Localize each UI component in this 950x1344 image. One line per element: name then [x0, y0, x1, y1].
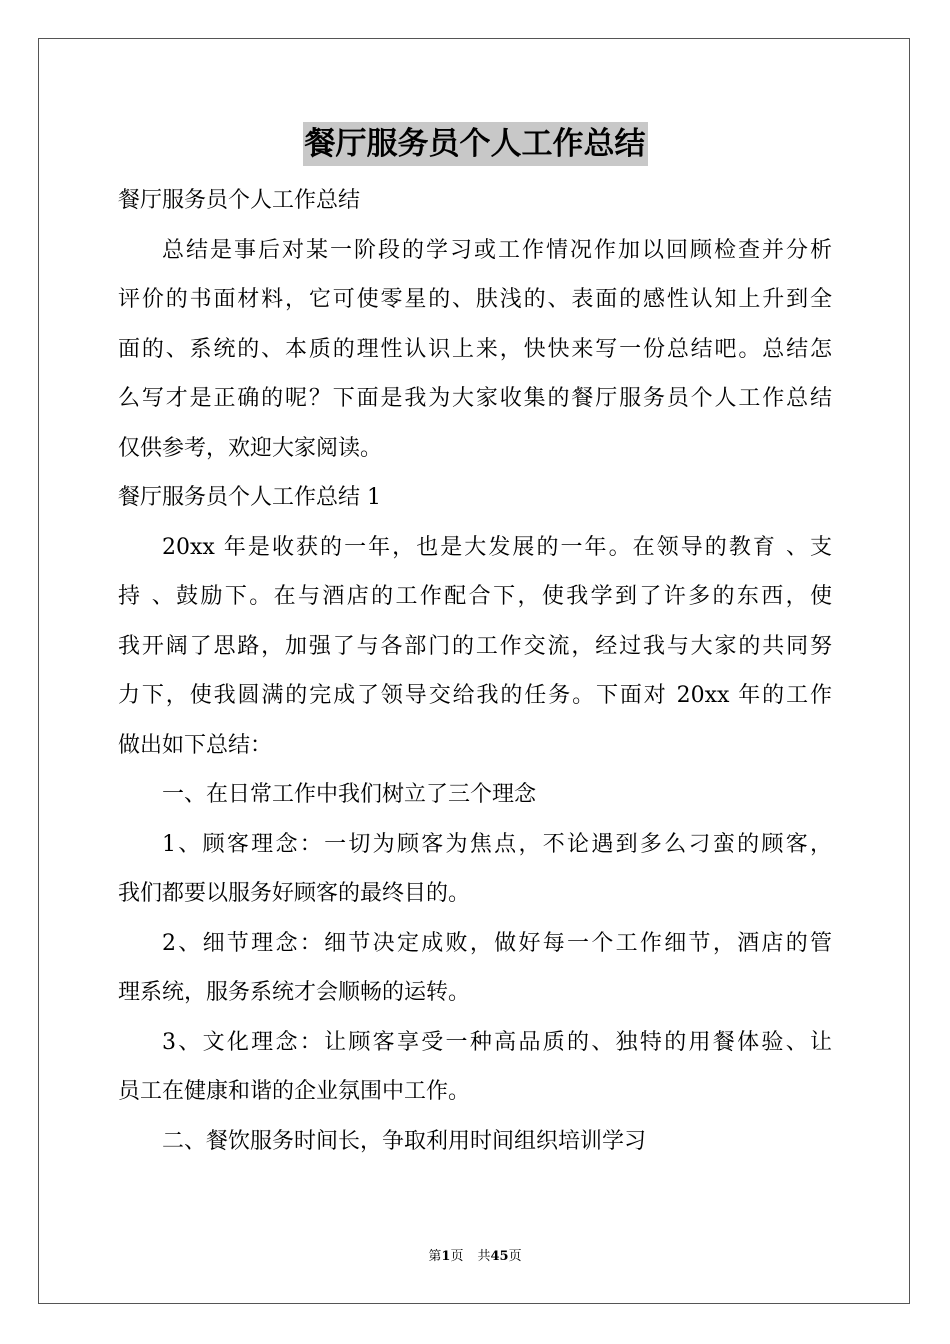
- body-line: 么写才是正确的呢？下面是我为大家收集的餐厅服务员个人工作总结: [118, 386, 832, 411]
- body-line: 一、在日常工作中我们树立了三个理念: [162, 782, 537, 807]
- body-line: 我开阔了思路，加强了与各部门的工作交流，经过我与大家的共同努: [118, 633, 832, 659]
- body-line: 总结是事后对某一阶段的学习或工作情况作加以回顾检查并分析: [162, 237, 832, 263]
- total-prefix: 共: [477, 1249, 491, 1264]
- current-page-number: 1: [441, 1249, 451, 1264]
- body-line: 面的、系统的、本质的理性认识上来，快快来写一份总结吧。总结怎: [118, 336, 832, 362]
- page-suffix: 页: [450, 1249, 464, 1264]
- body-line: 餐厅服务员个人工作总结 1: [118, 485, 381, 510]
- body-line: 2、细节理念：细节决定成败，做好每一个工作细节，酒店的管: [162, 930, 832, 956]
- body-line: 持 、鼓励下。在与酒店的工作配合下，使我学到了许多的东西，使: [118, 584, 832, 609]
- body-line: 员工在健康和谐的企业氛围中工作。: [118, 1079, 471, 1104]
- body-line: 3、文化理念：让顾客享受一种高品质的、独特的用餐体验、让: [162, 1029, 832, 1055]
- body-line: 理系统，服务系统才会顺畅的运转。: [118, 980, 471, 1005]
- title-container: [0, 122, 950, 166]
- total-page-count: 45: [490, 1249, 509, 1264]
- body-line: 20xx 年是收获的一年，也是大发展的一年。在领导的教育 、支: [162, 534, 832, 560]
- page-prefix: 第: [428, 1249, 442, 1264]
- body-line: 做出如下总结：: [118, 732, 273, 758]
- document-title: 餐厅服务员个人工作总结: [303, 122, 648, 166]
- body-line: 我们都要以服务好顾客的最终目的。: [118, 881, 471, 906]
- total-suffix: 页: [508, 1249, 522, 1264]
- document-body: [118, 176, 832, 1166]
- body-line: 餐厅服务员个人工作总结: [118, 188, 361, 213]
- body-line: 1、顾客理念：一切为顾客为焦点，不论遇到多么刁蛮的顾客，: [162, 831, 832, 857]
- body-line: 仅供参考，欢迎大家阅读。: [118, 435, 383, 461]
- page-footer: [0, 1248, 950, 1266]
- body-line: 力下，使我圆满的完成了领导交给我的任务。下面对 20xx 年的工作: [118, 683, 832, 708]
- body-line: 评价的书面材料，它可使零星的、肤浅的、表面的感性认知上升到全: [118, 287, 832, 312]
- body-line: 二、餐饮服务时间长，争取利用时间组织培训学习: [162, 1128, 647, 1154]
